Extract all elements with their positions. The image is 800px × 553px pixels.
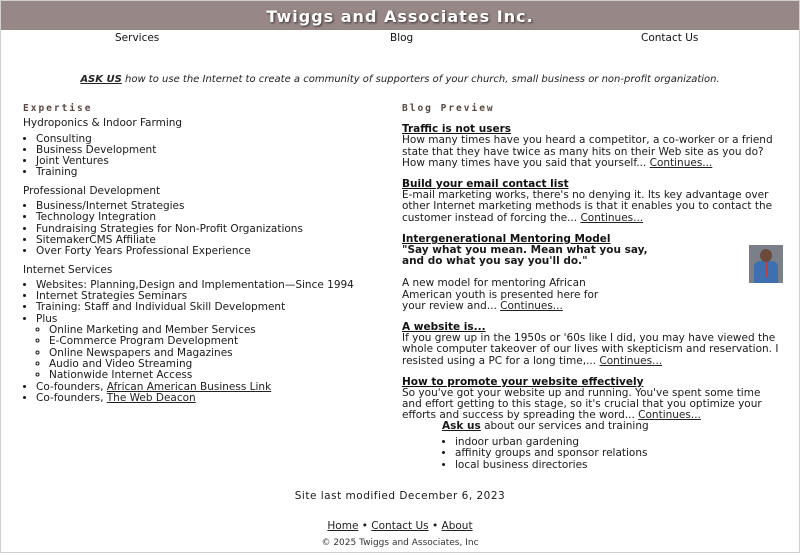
copyright: © 2025 Twiggs and Associates, Inc: [321, 538, 479, 548]
hydroponics-list: [23, 134, 383, 179]
post-excerpt: So you've got your website up and running. You've spent some time and effort getting to this stage, so it's crucial that you optimize your efforts and success by spreading the word...: [402, 387, 762, 422]
continues-link[interactable]: Continues...: [649, 156, 713, 169]
blog-post: [402, 124, 782, 169]
list-item: • Consulting: [36, 134, 383, 145]
footer-home-link[interactable]: Home: [327, 520, 359, 532]
footer-nav: [0, 520, 800, 532]
list-item: • Training: [36, 167, 383, 178]
ask-us-services-link[interactable]: Ask us: [442, 420, 481, 432]
list-item: • indoor urban gardening: [455, 437, 649, 448]
group-title: Internet Services: [23, 263, 113, 276]
ask-banner: [0, 74, 800, 85]
list-item: • Technology Integration: [36, 212, 383, 223]
cofounders-prefix: Co-founders,: [36, 391, 107, 404]
footer-contact-link[interactable]: Contact Us: [371, 520, 429, 532]
post-title-link[interactable]: Build your email contact list: [402, 178, 569, 191]
list-item: • SitemakerCMS Affiliate: [36, 235, 383, 246]
post-quote: "Say what you mean. Mean what you say,: [402, 244, 648, 257]
list-item: • affinity groups and sponsor relations: [455, 448, 649, 459]
group-title: Hydroponics & Indoor Farming: [23, 117, 183, 130]
sub-list-item: ◦ Online Marketing and Member Services: [49, 325, 383, 336]
site-title: Twiggs and Associates Inc.: [266, 7, 534, 26]
continues-link[interactable]: Continues...: [500, 299, 563, 312]
african-american-business-link[interactable]: African American Business Link: [106, 380, 272, 393]
blog-post: [402, 234, 782, 312]
blog-column: [402, 103, 782, 471]
footer-separator: •: [428, 520, 442, 532]
ask-banner-text: how to use the Internet to create a community of supporters of your church, small business or non-profit organization.: [121, 74, 720, 85]
list-item: • Over Forty Years Professional Experience: [36, 246, 383, 257]
ask-us-box: [442, 421, 649, 478]
expertise-heading: Expertise: [23, 103, 93, 114]
continues-link[interactable]: Continues...: [599, 354, 663, 367]
plus-sublist: [36, 325, 383, 381]
list-item: [36, 393, 383, 404]
ask-us-text: about our services and training: [480, 420, 649, 432]
post-title-link[interactable]: Intergenerational Mentoring Model: [402, 232, 611, 245]
sub-list-item: ◦ Online Newspapers and Magazines: [49, 348, 383, 359]
site-last-modified: Site last modified December 6, 2023: [294, 490, 506, 502]
sub-list-item: ◦ Audio and Video Streaming: [49, 359, 383, 370]
blog-post: [402, 377, 782, 422]
continues-link[interactable]: Continues...: [638, 409, 701, 422]
post-excerpt: How many times have you heard a competitor, a co-worker or a friend state that they have twice as many hits on their Web site as you do? How many times have you said that yourself...: [402, 134, 773, 169]
professional-list: [23, 201, 383, 257]
list-item: • Joint Ventures: [36, 156, 383, 167]
nav-contact-us[interactable]: Contact Us: [641, 32, 699, 44]
plus-label: Plus: [36, 312, 58, 325]
list-item: • Websites: Planning,Design and Implementation—Since 1994: [36, 280, 383, 291]
post-title-link[interactable]: Traffic is not users: [402, 123, 512, 136]
cofounders-prefix: Co-founders,: [36, 380, 107, 393]
post-excerpt: If you grew up in the 1950s or '60s like I did, you may have viewed the whole computer takeover of our lives with skepticism and reservation. I resisted using a PC for a long time,...: [402, 332, 779, 367]
sub-list-item: ◦ E-Commerce Program Development: [49, 336, 383, 347]
list-item: • Business/Internet Strategies: [36, 201, 383, 212]
ask-us-list: [442, 437, 649, 471]
post-title-link[interactable]: A website is...: [402, 321, 486, 334]
main-nav: [0, 30, 800, 52]
footer-about-link[interactable]: About: [441, 520, 473, 532]
post-quote: and do what you say you'll do.": [402, 255, 588, 268]
list-item: • Fundraising Strategies for Non-Profit Organizations: [36, 224, 383, 235]
sub-list-item: ◦ Nationwide Internet Access: [49, 370, 383, 381]
list-item: • Training: Staff and Individual Skill Development: [36, 302, 383, 313]
nav-services[interactable]: Services: [115, 32, 160, 44]
footer-separator: •: [358, 520, 372, 532]
list-item-plus: [36, 314, 383, 382]
internet-services-list: [23, 280, 383, 404]
continues-link[interactable]: Continues...: [580, 211, 644, 224]
nav-blog[interactable]: Blog: [390, 32, 414, 44]
list-item: • Internet Strategies Seminars: [36, 291, 383, 302]
ask-us-link[interactable]: ASK US: [80, 74, 122, 85]
blog-post: [402, 179, 782, 224]
post-excerpt: A new model for mentoring African American youth is presented here for your review and...: [402, 277, 599, 312]
blog-post: [402, 322, 782, 367]
expertise-column: [23, 103, 383, 411]
post-title-link[interactable]: How to promote your website effectively: [402, 375, 644, 388]
list-item: • local business directories: [455, 460, 649, 471]
blog-heading: Blog Preview: [402, 103, 495, 114]
list-item: • Business Development: [36, 145, 383, 156]
web-deacon-link[interactable]: The Web Deacon: [106, 391, 196, 404]
post-excerpt: E-mail marketing works, there's no denying it. Its key advantage over other Internet marketing methods is that it enables you to contact the customer instead of forcing the...: [402, 189, 773, 224]
group-title: Professional Development: [23, 184, 161, 197]
mentor-photo: [749, 245, 783, 283]
